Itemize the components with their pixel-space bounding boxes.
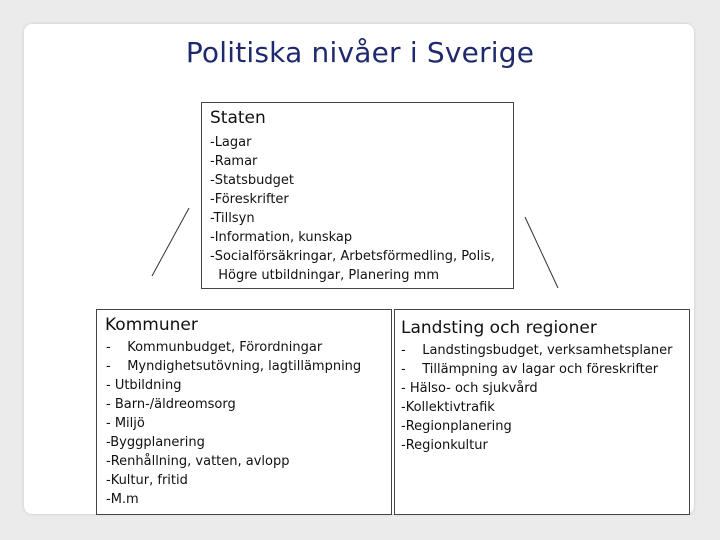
slide-title: Politiska nivåer i Sverige bbox=[185, 36, 535, 69]
list-item: -Kollektivtrafik bbox=[401, 400, 495, 415]
list-item: -Regionkultur bbox=[401, 438, 488, 453]
landsting-box bbox=[394, 309, 690, 515]
list-item: -Statsbudget bbox=[210, 173, 294, 188]
list-item: -Information, kunskap bbox=[210, 230, 353, 245]
list-item: - Kommunbudget, Förordningar bbox=[106, 340, 323, 355]
list-item: -Byggplanering bbox=[106, 435, 205, 450]
list-item: -Renhållning, vatten, avlopp bbox=[106, 454, 290, 469]
landsting-list bbox=[401, 341, 673, 455]
kommuner-list bbox=[106, 338, 361, 509]
list-item: -Ramar bbox=[210, 154, 258, 169]
list-item: -Föreskrifter bbox=[210, 192, 289, 207]
landsting-heading: Landsting och regioner bbox=[401, 318, 597, 338]
list-item: - Miljö bbox=[106, 416, 145, 431]
staten-heading: Staten bbox=[210, 108, 266, 128]
staten-list bbox=[210, 133, 495, 285]
list-item: - Landstingsbudget, verksamhetsplaner bbox=[401, 343, 673, 358]
list-item: - Utbildning bbox=[106, 378, 182, 393]
list-item: -Regionplanering bbox=[401, 419, 512, 434]
staten-box bbox=[201, 102, 514, 289]
list-item: -Tillsyn bbox=[210, 211, 255, 226]
list-item: -Socialförsäkringar, Arbetsförmedling, Polis, bbox=[210, 249, 495, 264]
list-item: - Hälso- och sjukvård bbox=[401, 381, 538, 396]
list-item: - Barn-/äldreomsorg bbox=[106, 397, 236, 412]
list-item: -Kultur, fritid bbox=[106, 473, 188, 488]
list-item: - Tillämpning av lagar och föreskrifter bbox=[401, 362, 659, 377]
kommuner-box bbox=[96, 309, 392, 515]
list-item: Högre utbildningar, Planering mm bbox=[210, 268, 439, 283]
list-item: -M.m bbox=[106, 492, 139, 507]
list-item: -Lagar bbox=[210, 135, 252, 150]
list-item: - Myndighetsutövning, lagtillämpning bbox=[106, 359, 362, 374]
kommuner-heading: Kommuner bbox=[105, 315, 198, 335]
